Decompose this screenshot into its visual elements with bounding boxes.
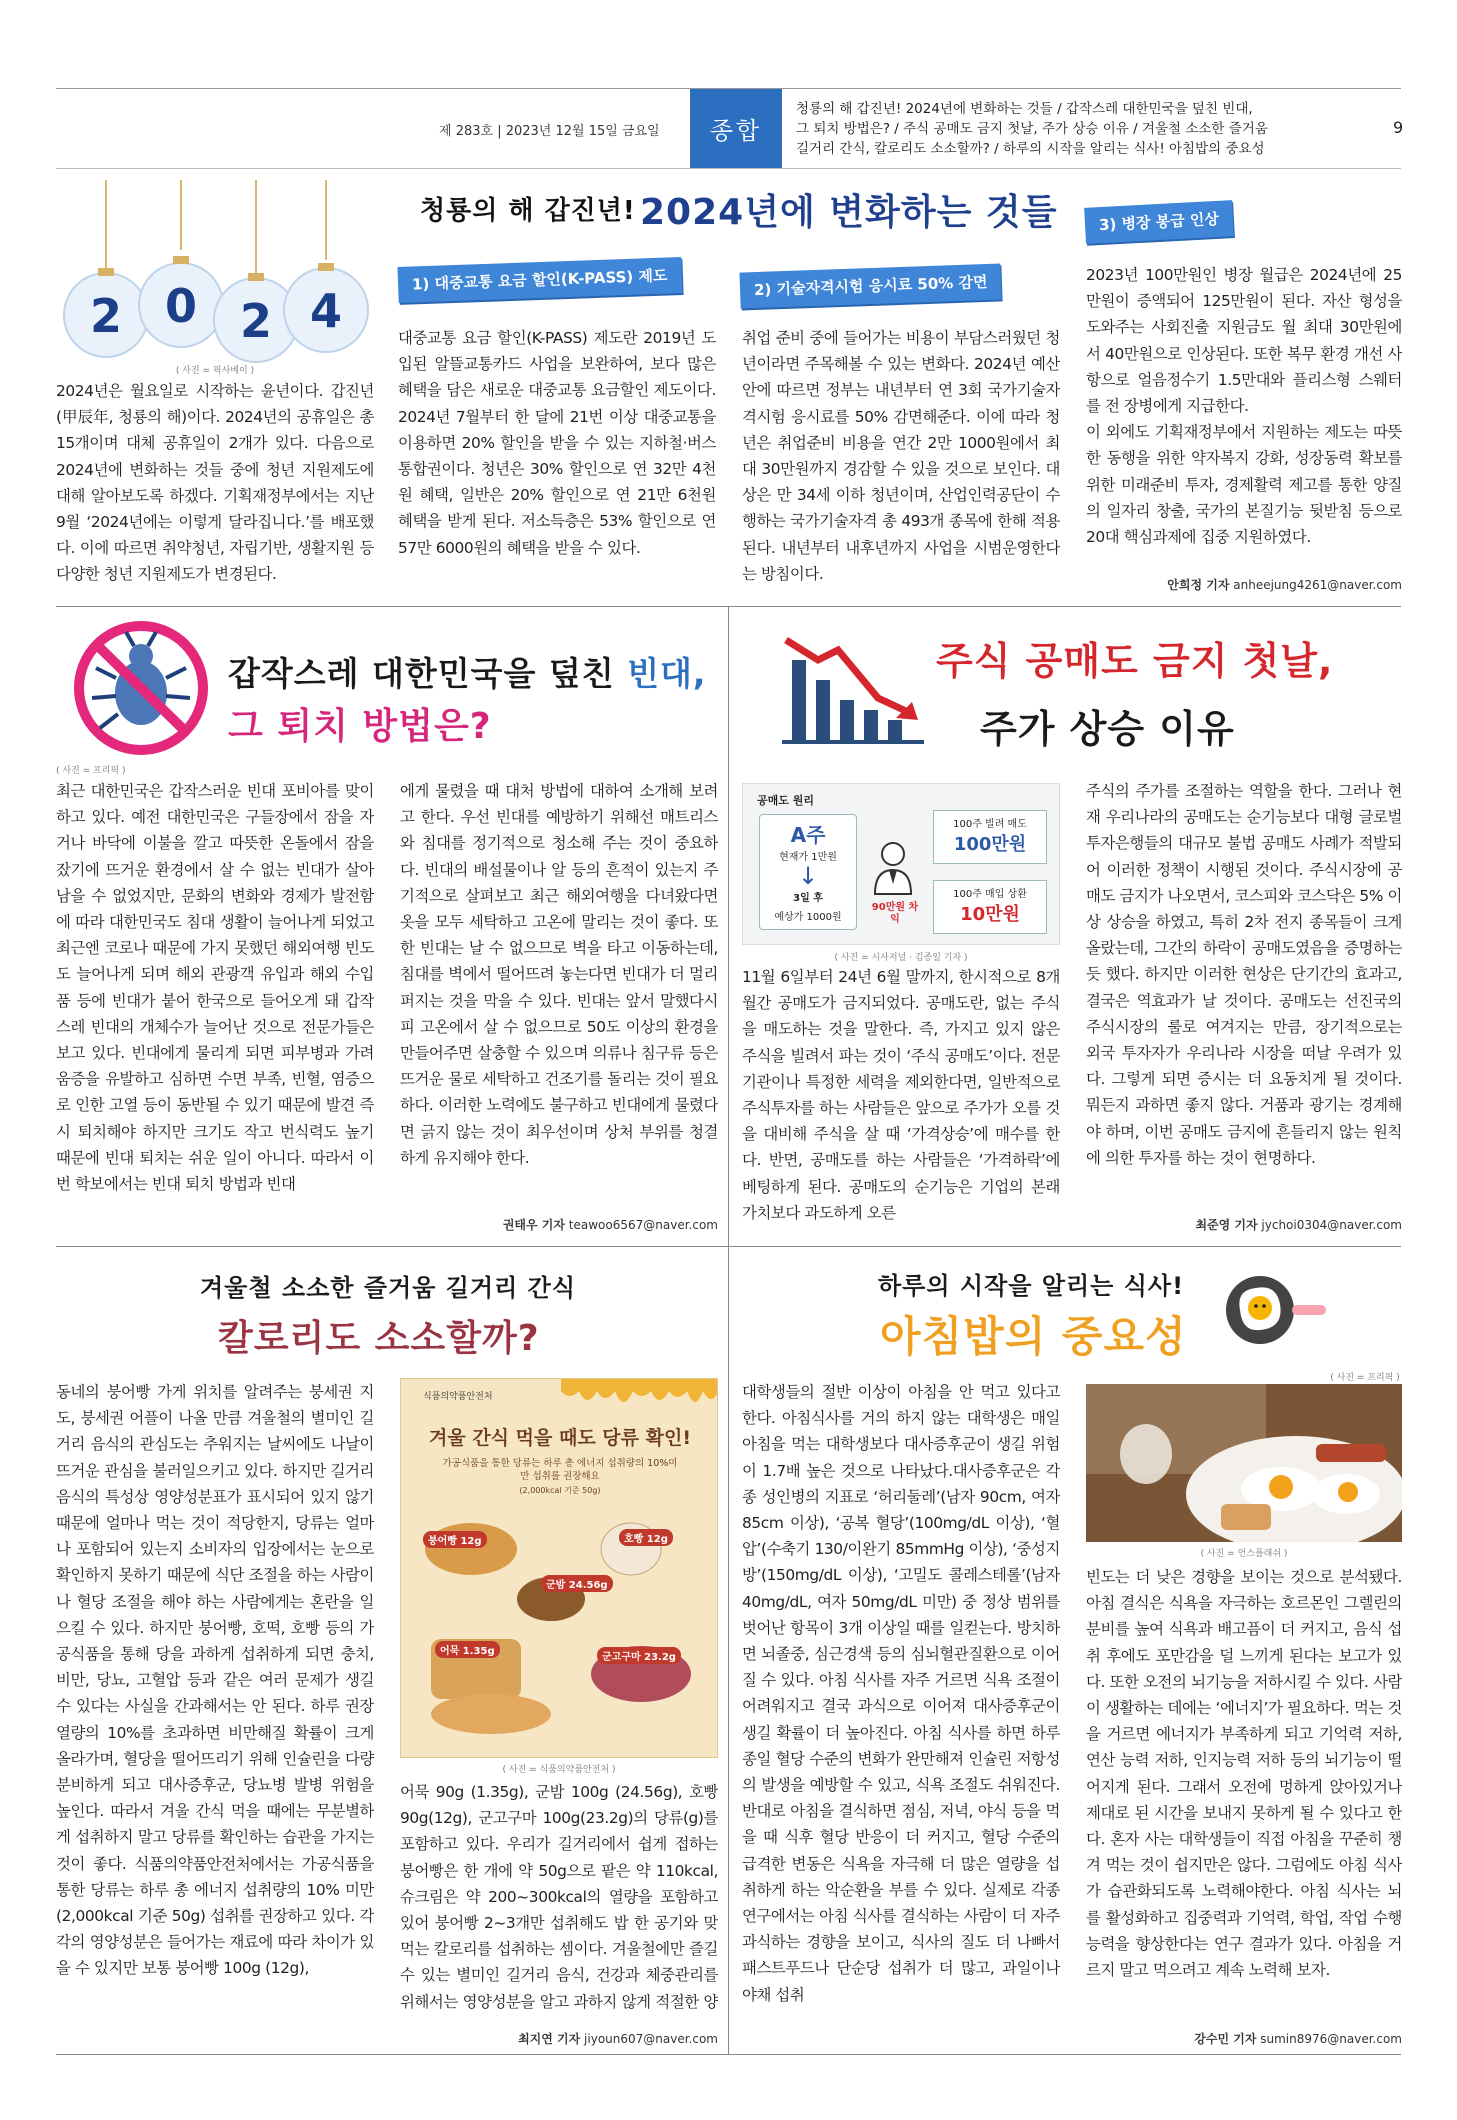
article-title	[228, 648, 706, 695]
poster-item: 군밤 24.56g	[541, 1575, 613, 1592]
issue-info: 제 283호 | 2023년 12월 15일 금요일	[439, 124, 660, 139]
article-body: 어묵 90g (1.35g), 군밤 100g (24.56g), 호빵 90g(12g), 군고구마 100g(23.2g)의 당류(g)를 포함하고 있다. 우리가 길거리에서 쉽게 접하는 붕어빵은 한 개에 약 50g으로 팥은 약 110kcal, 슈크림은 약 200~300kcal의 열량을 포함하고 있어 붕어빵 2~3개만 섭취해도 밥 한 공기와 맞먹는 칼로리를 섭취하는 셈이다. 겨울철에만 즐길 수 있는 별미인 길거리 음식, 건강과 체중관리를 위해서는 영양성분을 알고 과하지 않게 적절한 양	[400, 1783, 718, 2011]
title-highlight: 빈대,	[627, 654, 707, 693]
byline	[1086, 2030, 1402, 2047]
byline	[1086, 576, 1402, 593]
byline-name: 안희정 기자	[1167, 578, 1230, 592]
byline-email: jiyoun607@naver.com	[584, 2032, 718, 2046]
photo-caption: ( 사진 = 시사저널 · 김종일 기자 )	[834, 953, 968, 963]
article-body: 대학생들의 절반 이상이 아침을 안 먹고 있다고 한다. 아침식사를 거의 하지 않는 대학생은 매일 아침을 먹는 대학생보다 대사증후군이 생길 위험이 1.7배 높은 것으로 나타났다.대사증후군은 각종 성인병의 지표로 ‘허리둘레’(남자 90cm, 여자 85cm 이상), ‘공복 혈당’(100mg/dL 이상), ‘혈압’(수축기 130/이완기 85mmHg 이상), ‘중성지방’(150mg/dL 이상), ‘고밀도 콜레스테롤’(남자 40mg/dL, 여자 50mg/dL 미만) 중 정상 범위를 벗어난 항목이 3개 이상일 때를 일컫는다. 방치하면 뇌졸중, 심근경색 등의 심뇌혈관질환으로 이어질 수 있다. 아침 식사를 자주 거르면 식욕 조절이 어려워지고 결국 과식으로 이어져 대사증후군이 생길 확률이 더 높아진다. 아침 식사를 하면 하루 종일 혈당 수준의 변화가 완만해져 인슐린 저항성의 발생을 예방할 수 있고, 식욕 조절도 쉬워진다. 반대로 아침을 결식하면 점심, 저녁, 야식 등을 먹을 때 식후 혈당 반응이 더 커지고, 혈당 수준의 급격한 변동은 식욕을 자극해 더 많은 열량을 섭취하게 하는 악순환을 부를 수 있다. 실제로 각종 연구에서는 아침 식사를 결식하는 사람이 더 자주 과식하는 경향을 보이고, 식사의 질도 더 나빠서 패스트푸드나 단순당 섭취가 더 많고, 과일이나 야채 섭취	[742, 1383, 1060, 2004]
title-part: 갑작스레 대한민국을 덮친	[228, 654, 628, 693]
byline-name: 최지연 기자	[518, 2032, 581, 2046]
teaser-line: 그 퇴치 방법은? / 주식 공매도 금지 첫날, 주가 상승 이유 / 겨울철 소소한 즐거움	[796, 121, 1268, 137]
article-title-main: 2024년에 변화하는 것들	[640, 192, 1058, 233]
article-subtitle: 아침밥의 중요성	[880, 1312, 1187, 1361]
poster-item: 붕어빵 12g	[423, 1531, 487, 1548]
subhead-kpass: 1) 대중교통 요금 할인(K-PASS) 제도	[397, 257, 682, 303]
honey-drips	[401, 1379, 718, 1419]
column-divider	[728, 606, 729, 1246]
poster-subtitle-2: (2,000kcal 기준 50g)	[519, 1486, 601, 1495]
header-teasers	[796, 99, 1268, 159]
photo-caption: ( 사진 = 언스플래쉬 )	[1200, 1549, 1288, 1559]
breakfast-photo	[1086, 1384, 1402, 1542]
article-body: 취업 준비 중에 들어가는 비용이 부담스러웠던 청년이라면 주목해볼 수 있는 변화다. 2024년 예산안에 따르면 정부는 내년부터 연 3회 국가기술자격시험 응시료를 50% 감면해준다. 이에 따라 청년은 취업준비 비용을 연간 2만 1000원에서 최대 30만원까지 경감할 수 있을 것으로 보인다. 대상은 만 34세 이하 청년이며, 산업인력공단이 수행하는 국가기술자격 총 493개 종목에 한해 적용된다. 내년부터 내후년까지 사업을 시범운영한다는 방침이다.	[742, 329, 1060, 583]
byline-name: 강수민 기자	[1194, 2032, 1257, 2046]
byline-email: sumin8976@naver.com	[1260, 2032, 1402, 2046]
article-title: 하루의 시작을 알리는 식사!	[878, 1272, 1185, 1300]
expected-price: 예상가 1000원	[774, 912, 842, 923]
byline-email: jychoi0304@naver.com	[1261, 1218, 1402, 1232]
byline-email: teawoo6567@naver.com	[568, 1218, 718, 1232]
person-icon	[871, 840, 915, 896]
subhead-exam-fee: 2) 기술자격시험 응시료 50% 감면	[739, 263, 1002, 308]
article-title: 주식 공매도 금지 첫날,	[936, 639, 1334, 683]
ornament-digit: 2	[89, 289, 123, 343]
subhead-salary: 3) 병장 봉급 인상	[1084, 200, 1234, 244]
article-body: 최근 대한민국은 갑작스러운 빈대 포비아를 맞이하고 있다. 예전 대한민국은 구들장에서 잠을 자거나 바닥에 이불을 깔고 따뜻한 온돌에서 잠을 잤기에 뜨거운 환경에서 살 수 없는 빈대가 살아남을 수 없었지만, 문화의 변화와 경제가 발전함에 따라 대한민국도 침대 생활이 늘어나게 되었고 최근엔 코로나 때문에 가지 못했던 해외여행 빈도도 늘어나게 되며 해외 관광객 유입과 해외 수입품 등에 빈대가 붙어 한국으로 들어오게 돼 갑작스레 빈대의 개체수가 늘어난 것으로 전문가들은 보고 있다. 빈대에게 물리게 되면 피부병과 가려움증을 유발하고 심하면 수면 부족, 빈혈, 염증으로 인한 고열 등이 동반될 수 있기 때문에 발견 즉시 퇴치해야 하지만 크기도 작고 번식력도 높기 때문에 빈대 퇴치는 쉬운 일이 아니다. 따라서 이번 학보에서는 빈대 퇴치 방법과 빈대	[56, 782, 374, 1194]
ornament-digit: 2	[239, 294, 273, 348]
sell-amount: 100만원	[953, 834, 1027, 855]
header-bottom-rule	[56, 168, 1401, 169]
photo-caption: ( 사진 = 식품의약품안전처 )	[502, 1765, 616, 1775]
poster-title: 겨울 간식 먹을 때도 당류 확인!	[429, 1427, 691, 1449]
article-body: 대중교통 요금 할인(K-PASS) 제도란 2019년 도입된 알뜰교통카드 사업을 보완하여, 보다 많은 혜택을 담은 새로운 대중교통 요금할인 제도이다. 2024년 7월부터 한 달에 21번 이상 대중교통을 이용하면 20% 할인을 받을 수 있는 지하철·버스통합권이다. 청년은 30% 할인으로 연 32만 4천원 혜택, 일반은 20% 할인으로 연 21만 6천원 혜택을 받게 된다. 저소득층은 53% 할인으로 연 57만 6000원의 혜택을 받을 수 있다.	[398, 329, 716, 557]
article-subtitle: 그 퇴치 방법은?	[228, 706, 492, 747]
article-subtitle: 주가 상승 이유	[980, 707, 1235, 751]
ornament-illustration	[56, 180, 376, 365]
poster-item: 어묵 1.35g	[435, 1641, 500, 1658]
article-intro: 2024년은 월요일로 시작하는 윤년이다. 갑진년(甲辰年, 청룡의 해)이다. 2024년의 공휴일은 총 15개이며 대체 공휴일이 2개가 있다. 다음으로 2024년에 변화하는 것들 중에 청년 지원제도에 대해 알아보도록 하겠다. 기획재정부에서는 지난 9월 ‘2024년에는 이렇게 달라집니다.’를 배포했다. 이에 따르면 취약청년, 자립기반, 생활지원 등 다양한 청년 지원제도가 변경된다.	[56, 382, 374, 584]
ornament-digit: 4	[309, 284, 343, 338]
section-divider	[56, 2054, 1401, 2055]
stock-box	[759, 814, 857, 930]
short-selling-diagram	[742, 783, 1060, 945]
poster-subtitle: 가공식품을 통한 당류는 하루 총 에너지 섭취량의 10%미만 섭취를 권장해요	[442, 1458, 678, 1482]
profit-label: 90만원 차익	[871, 902, 919, 925]
diagram-title: 공매도 원리	[757, 794, 814, 807]
poster-item: 군고구마 23.2g	[597, 1647, 681, 1664]
photo-caption: ( 사진 = 픽사베이 )	[175, 366, 255, 376]
sell-box	[933, 810, 1047, 864]
bug-prohibited-icon	[66, 618, 216, 758]
byline	[1086, 1216, 1402, 1233]
investor-icon	[871, 840, 915, 896]
poster-item: 호빵 12g	[619, 1529, 673, 1546]
article-body: 주식의 주가를 조절하는 역할을 한다. 그러나 현재 우리나라의 공매도는 순기능보다 대형 글로벌 투자은행들의 대규모 불법 공매도 사례가 적발되어 이러한 정책이 시행된 것이다. 주식시장에 공매도 금지가 나오면서, 코스피와 코스닥은 5% 이상 상승을 하였고, 특히 2차 전지 종목들이 크게 올랐는데, 그간의 하락이 공매도였음을 증명하는 듯 했다. 하지만 이러한 현상은 단기간의 효과고, 결국은 역효과가 날 것이다. 공매도는 선진국의 주식시장의 룰로 여겨지는 만큼, 장기적으로는 외국 투자자가 우리나라 시장을 떠날 우려가 있다. 그렇게 되면 증시는 더 요동치게 될 것이다. 뭐든지 과하면 좋지 않다. 거품과 광기는 경계해야 하며, 이번 공매도 금지에 흔들리지 않는 원칙에 의한 투자를 하는 것이 현명하다.	[1086, 782, 1402, 1167]
frying-pan-icon	[1220, 1270, 1330, 1350]
article-subtitle: 칼로리도 소소할까?	[218, 1318, 540, 1359]
after-label: 3일 후	[793, 893, 823, 904]
sell-label: 100주 빌려 매도	[953, 819, 1027, 830]
buy-box	[933, 880, 1047, 934]
byline	[400, 1216, 718, 1233]
column-divider	[728, 1246, 729, 2054]
article-body: 11월 6일부터 24년 6월 말까지, 한시적으로 8개월간 공매도가 금지되었다. 공매도란, 없는 주식을 매도하는 것을 말한다. 즉, 가지고 있지 않은 주식을 빌려서 파는 것이 ‘주식 공매도’이다. 전문기관이나 특정한 세력을 제외한다면, 일반적으로 주식투자를 하는 사람들은 앞으로 주가가 오를 것을 대비해 주식을 살 때 ‘가격상승’에 매수를 한다. 반면, 공매도를 하는 사람들은 ‘가격하락’에 베팅하게 된다. 공매도의 순기능은 기업의 본래 가치보다 과도하게 오른	[742, 968, 1060, 1222]
teaser-line: 길거리 간식, 칼로리도 소소할까? / 하루의 시작을 알리는 식사! 아침밥의 중요성	[796, 141, 1265, 157]
article-body: 2023년 100만원인 병장 월급은 2024년에 25만원이 증액되어 125만원이 된다. 자산 형성을 도와주는 사회진출 지원금도 월 최대 30만원에서 40만원으로 인상된다. 또한 복무 환경 개선 사항으로 얼음정수기 1.5만대와 플리스형 스웨터를 전 장병에게 지급한다. 이 외에도 기획재정부에서 지원하는 제도는 따뜻한 동행을 위한 약자복지 강화, 성장동력 확보를 위한 미래준비 투자, 경제활력 제고를 통한 양질의 일자리 창출, 국가의 본질기능 뒷받침 등으로 20대 핵심과제에 집중 지원하였다.	[1086, 266, 1402, 547]
honey-drip-decoration	[401, 1379, 718, 1419]
section-label: 종합	[709, 117, 763, 145]
byline-name: 권태우 기자	[502, 1218, 565, 1232]
byline-email: anheejung4261@naver.com	[1233, 578, 1402, 592]
buy-label: 100주 매입 상환	[953, 889, 1027, 900]
section-badge	[690, 89, 782, 168]
poster-org: 식품의약품안전처	[423, 1392, 493, 1402]
photo-caption: ( 사진 = 프리픽 )	[56, 766, 126, 776]
breakfast-plate-image	[1086, 1384, 1402, 1542]
snack-illustration	[401, 1489, 718, 1751]
stock-down-icon	[778, 620, 928, 750]
byline	[400, 2030, 718, 2047]
egg-pan-icon	[1220, 1270, 1330, 1350]
sugar-poster	[400, 1378, 718, 1758]
stock-price: 현재가 1만원	[779, 852, 837, 863]
article-body: 에게 물렸을 때 대처 방법에 대하여 소개해 보려고 한다. 우선 빈대를 예방하기 위해선 매트리스와 침대를 정기적으로 청소해 주는 것이 중요하다. 빈대의 배설물이나 알 등의 흔적이 있는지 주기적으로 살펴보고 최근 해외여행을 다녀왔다면 옷을 모두 세탁하고 고온에 말리는 것이 좋다. 또한 빈대는 날 수 없으므로 벽을 타고 이동하는데, 침대를 벽에서 떨어뜨려 놓는다면 빈대가 더 멀리 퍼지는 것을 막을 수 있다. 빈대는 앞서 말했다시피 고온에서 살 수 없으므로 50도 이상의 환경을 만들어주면 살충할 수 있으며 의류나 침구류 등은 뜨거운 물로 세탁하고 건조기를 돌리는 것이 필요하다. 이러한 노력에도 불구하고 빈대에게 물렸다면 긁지 않는 것이 최우선이며 상처 부위를 청결하게 유지해야 한다.	[400, 782, 718, 1167]
photo-caption: ( 사진 = 프리픽 )	[1330, 1373, 1400, 1383]
stock-name: A주	[790, 823, 826, 847]
title-prefix: 청룡의 해 갑진년!	[420, 196, 636, 226]
buy-amount: 10만원	[960, 904, 1020, 925]
article-body: 동네의 붕어빵 가게 위치를 알려주는 붕세권 지도, 붕세권 어플이 나올 만큼 겨울철의 별미인 길거리 음식의 관심도는 추워지는 날씨에도 나날이 뜨거운 관심을 불러일으키고 있다. 하지만 길거리 음식의 특성상 영양성분표가 표시되어 있지 않기 때문에 얼마나 먹는 것이 적당한지, 당류는 얼마나 포함되어 있는지 소비자의 입장에서는 눈으로 확인하지 못하기 때문에 식단 조절을 하는 사람이나 혈당 조절을 해야 하는 사람에게는 혼란을 일으킬 수 있다. 하지만 붕어빵, 호떡, 호빵 등의 가공식품을 통해 당을 과하게 섭취하게 되면 충치, 비만, 당뇨, 고혈압 등과 같은 여러 문제가 생길 수 있다는 사실을 간과해서는 안 된다. 하루 권장 열량의 10%를 초과하면 비만해질 확률이 크게 올라가며, 혈당을 떨어뜨리기 위해 인슐린을 다량 분비하게 되고 대사증후군, 당뇨병 발병 위험을 높인다. 따라서 겨울 간식 먹을 때에는 무분별하게 섭취하지 말고 당류를 확인하는 습관을 가지는 것이 좋다. 식품의약품안전처에서는 가공식품을 통한 당류는 하루 총 에너지 섭취량의 10% 미만 (2,000kcal 기준 50g) 섭취를 권장하고 있다. 각각의 영양성분은 들어가는 재료에 따라 차이가 있을 수 있지만 보통 붕어빵 100g (12g),	[56, 1383, 374, 1978]
article-body: 빈도는 더 낮은 경향을 보이는 것으로 분석됐다. 아침 결식은 식욕을 자극하는 호르몬인 그렐린의 분비를 높여 식욕과 배고픔이 더 커지고, 음식 섭취 후에도 포만감을 덜 느끼게 된다는 보고가 있다. 또한 오전의 뇌기능을 저하시킬 수 있다. 사람이 생활하는 데에는 ‘에너지’가 필요하다. 먹는 것을 거르면 에너지가 부족하게 되고 기억력 저하, 연산 능력 저하, 인지능력 저하 등의 뇌기능이 떨어지게 된다. 그래서 오전에 멍하게 앉아있거나 제대로 된 시간을 보내지 못하게 될 수 있다고 한다. 혼자 사는 대학생들이 직접 아침을 꾸준히 챙겨 먹는 것이 쉽지만은 않다. 그럼에도 아침 식사가 습관화되도록 노력해야한다. 아침 식사는 뇌를 활성화하고 집중력과 기억력, 학업, 작업 수행 능력을 향상한다는 연구 결과가 있다. 아침을 거르지 말고 먹으려고 계속 노력해 보자.	[1086, 1568, 1402, 1980]
article-title	[420, 190, 636, 227]
byline-name: 최준영 기자	[1195, 1218, 1258, 1232]
article-title: 겨울철 소소한 즐거움 길거리 간식	[200, 1274, 576, 1302]
page-number: 9	[1393, 118, 1404, 137]
teaser-line: 청룡의 해 갑진년! 2024년에 변화하는 것들 / 갑작스레 대한민국을 덮친 빈대,	[796, 101, 1253, 117]
down-arrow-icon: ↓	[797, 862, 819, 890]
ornaments-photo	[56, 180, 376, 365]
falling-chart-icon	[778, 620, 928, 750]
no-bug-icon	[66, 618, 216, 758]
ornament-digit: 0	[164, 279, 198, 333]
